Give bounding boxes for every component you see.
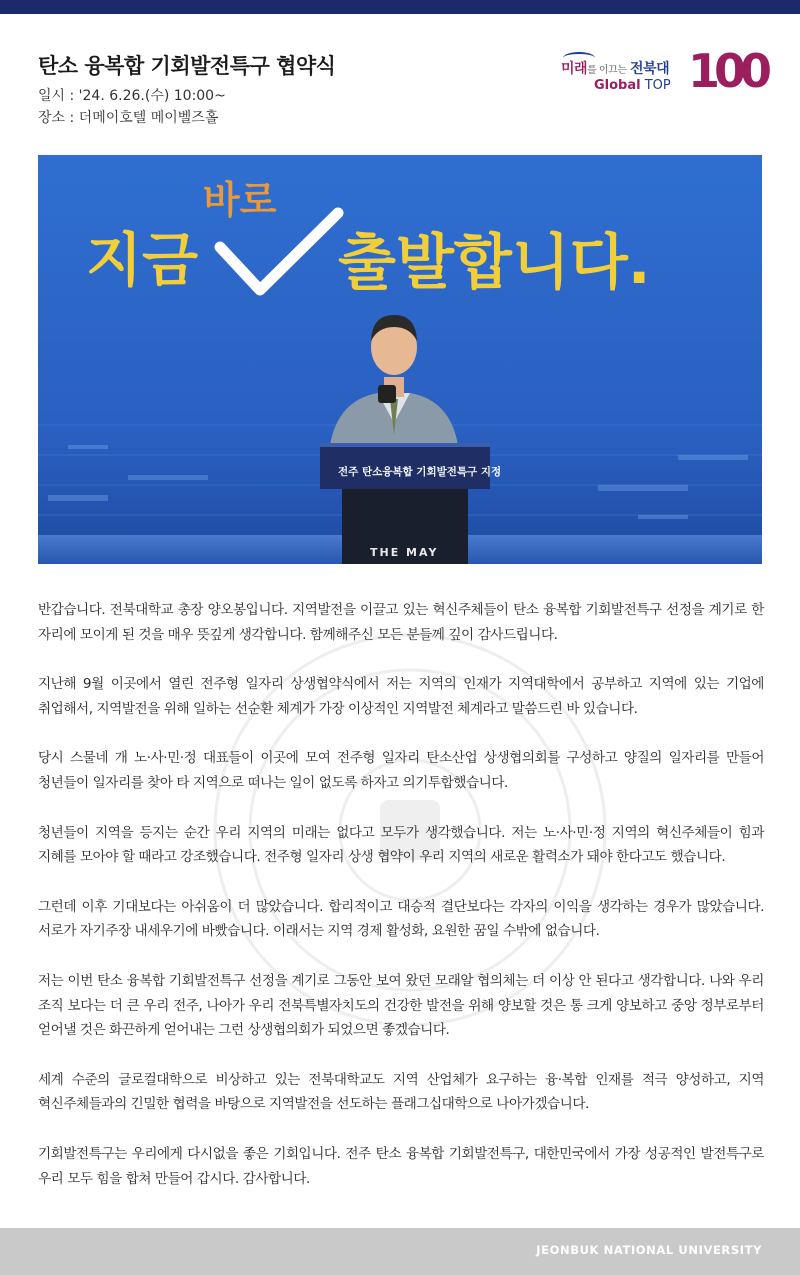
banner-word-1: 지금 — [86, 226, 199, 294]
logo-slogan-accent: 미래 — [561, 61, 588, 77]
logo-slogan — [561, 58, 669, 78]
logo-slogan-particle: 를 이끄는 — [587, 65, 627, 76]
speech-paragraph: 기회발전특구는 우리에게 다시없을 좋은 기회입니다. 전주 탄소 융복합 기회발전특구, 대한민국에서 가장 성공적인 발전특구로 우리 모두 힘을 합쳐 만들어 갑시다. 감사합니다. — [38, 1145, 764, 1187]
event-photo-illustration — [38, 155, 762, 564]
logo-global: Global — [594, 78, 641, 93]
speech-paragraph: 당시 스물네 개 노·사·민·정 대표들이 이곳에 모여 전주형 일자리 탄소산업 상생협의회를 구성하고 양질의 일자리를 만들어 청년들이 일자리를 찾아 타 지역으로 떠나는 일이 없도록 하자고 의기투합했습니다. — [38, 750, 764, 791]
speech-paragraph: 그런데 이후 기대보다는 아쉬움이 더 많았습니다. 합리적이고 대승적 결단보다는 각자의 이익을 생각하는 경우가 많았습니다. 서로가 자기주장 내세우기에 바빴습니다. 이래서는 지역 경제 활성화, 요원한 꿈일 수밖에 없습니다. — [38, 898, 764, 940]
global-top-100-logo — [561, 44, 766, 102]
banner-word-3: 출발합니다. — [338, 228, 651, 298]
logo-100: 100 — [687, 44, 766, 98]
banner-word-2: 바로 — [203, 178, 277, 222]
top-bar — [0, 0, 800, 14]
logo-top: TOP — [644, 78, 671, 93]
page-title: 탄소 융복합 기회발전특구 협약식 — [38, 54, 336, 78]
logo-global-top — [594, 78, 671, 93]
header — [38, 44, 768, 130]
footer — [0, 1228, 800, 1275]
speech-body — [38, 598, 764, 1216]
speech-paragraph: 저는 이번 탄소 융복합 기회발전특구 선정을 계기로 그동안 보여 왔던 모래알 협의체는 더 이상 안 된다고 생각합니다. 나와 우리 조직 보다는 더 큰 우리 전주, 나아가 우리 전북특별자치도의 건강한 발전을 위해 양보할 것은 통 크게 양보하고 중앙 정부로부터 얻어낼 것은 화끈하게 얻어내는 그런 상생협의회가 되었으면 좋겠습니다. — [38, 972, 764, 1039]
podium-sign: 전주 탄소융복합 기회발전특구 지정 — [338, 466, 502, 478]
event-date: 일시 : '24. 6.26.(수) 10:00~ — [38, 88, 226, 104]
event-place: 장소 : 더메이호텔 메이벨즈홀 — [38, 110, 219, 126]
speech-paragraph: 청년들이 지역을 등지는 순간 우리 지역의 미래는 없다고 모두가 생각했습니다. 저는 노·사·민·정 지역의 혁신주체들이 힘과 지혜를 모아야 할 때라고 강조했습니다. 전주형 일자리 상생 협약이 우리 지역의 새로운 활력소가 돼야 한다고도 했습니다. — [38, 824, 764, 866]
podium-brand: THE MAY — [370, 546, 439, 559]
speech-paragraph: 세계 수준의 글로컬대학으로 비상하고 있는 전북대학교도 지역 산업체가 요구하는 융·복합 인재를 적극 양성하고, 지역 혁신주체들과의 긴밀한 협력을 바탕으로 지역발전을 선도하는 플래그십대학으로 나아가겠습니다. — [38, 1071, 764, 1113]
footer-organization: JEONBUK NATIONAL UNIVERSITY — [536, 1243, 762, 1257]
speech-paragraph: 반갑습니다. 전북대학교 총장 양오봉입니다. 지역발전을 이끌고 있는 혁신주체들이 탄소 융복합 기회발전특구 선정을 계기로 한 자리에 모이게 된 것을 매우 뜻깊게 생각합니다. 함께해주신 모든 분들께 깊이 감사드립니다. — [38, 602, 764, 643]
logo-slogan-university: 전북대 — [630, 61, 670, 77]
speech-paragraph: 지난해 9월 이곳에서 열린 전주형 일자리 상생협약식에서 저는 지역의 인재가 지역대학에서 공부하고 지역에 있는 기업에 취업해서, 지역발전을 위해 일하는 선순환 체계가 가장 이상적인 지역발전 체계라고 말씀드린 바 있습니다. — [38, 676, 764, 717]
event-photo — [38, 155, 762, 564]
